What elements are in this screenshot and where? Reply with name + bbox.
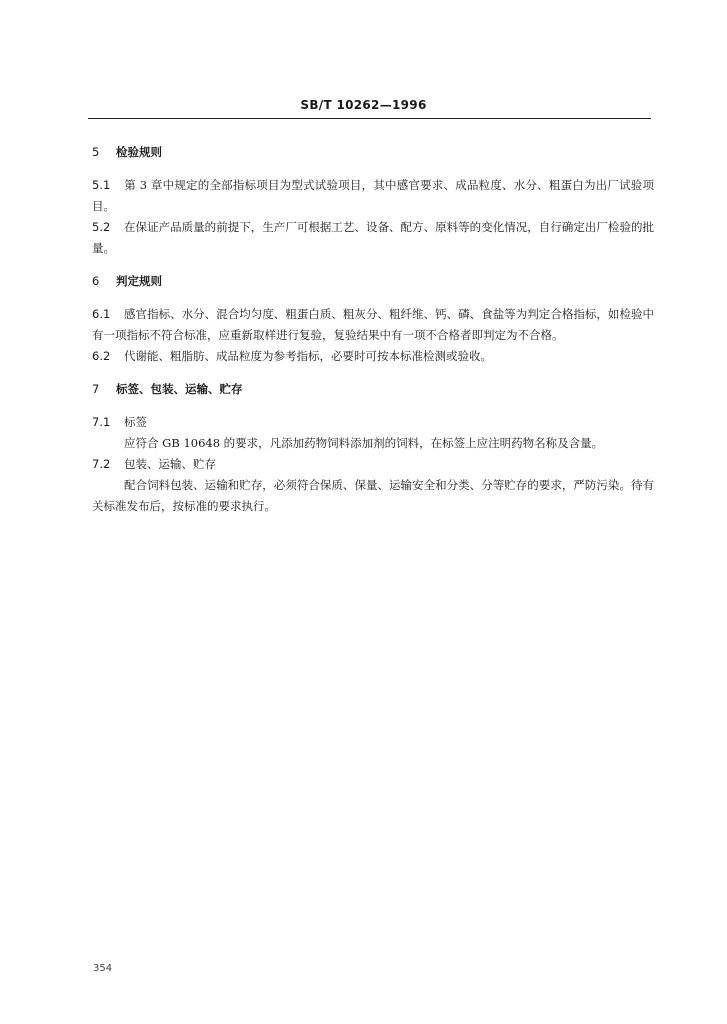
- section-title: 标签、包装、运输、贮存: [116, 382, 243, 396]
- clause-number: 7.2: [92, 457, 111, 471]
- clause-title: 标签: [124, 415, 147, 429]
- clause-7-2-text: [92, 475, 654, 517]
- clause-number: 5.1: [92, 178, 111, 192]
- section-title: 判定规则: [116, 274, 162, 288]
- clause-6-1: [92, 304, 654, 346]
- section-6-heading: [92, 271, 654, 292]
- clause-7-1-text: 应符合 GB 10648 的要求，凡添加药物饲料添加剂的饲料，在标签上应注明药物名称及含量。: [124, 436, 604, 450]
- section-7-heading: [92, 379, 654, 400]
- clause-6-2: [92, 346, 654, 367]
- page-number: 354: [93, 963, 113, 974]
- section-number: 6: [92, 274, 100, 288]
- section-number: 7: [92, 382, 100, 396]
- clause-text: 代谢能、粗脂肪、成品粒度为参考指标，必要时可按本标准检测或验收。: [124, 349, 492, 363]
- clause-text: 感官指标、水分、混合均匀度、粗蛋白质、粗灰分、粗纤维、钙、磷、食盐等为判定合格指标，如检验中有一项指标不符合标准，应重新取样进行复验，复验结果中有一项不合格者即判定为不合格。: [92, 307, 654, 342]
- clause-number: 5.2: [92, 220, 111, 234]
- clause-text: 第 3 章中规定的全部指标项目为型式试验项目，其中感官要求、成品粒度、水分、粗蛋白为出厂试验项目。: [92, 178, 654, 213]
- clause-7-2-heading: [92, 454, 654, 475]
- section-5-heading: [92, 142, 654, 163]
- clause-text: 配合饲料包装、运输和贮存，必须符合保质、保量、运输安全和分类、分等贮存的要求，严防污染。待有关标准发布后，按标准的要求执行。: [92, 478, 654, 513]
- header-rule: [88, 118, 651, 119]
- clause-5-2: [92, 217, 654, 259]
- clause-number: 7.1: [92, 415, 111, 429]
- section-number: 5: [92, 145, 100, 159]
- clause-7-1-heading: [92, 412, 654, 433]
- clause-text: 在保证产品质量的前提下，生产厂可根据工艺、设备、配方、原料等的变化情况，自行确定出厂检验的批量。: [92, 220, 654, 255]
- document-body: [92, 142, 654, 517]
- clause-number: 6.2: [92, 349, 111, 363]
- clause-number: 6.1: [92, 307, 111, 321]
- standard-code-header: SB/T 10262—1996: [300, 98, 427, 112]
- clause-5-1: [92, 175, 654, 217]
- section-title: 检验规则: [116, 145, 162, 159]
- clause-title: 包装、运输、贮存: [124, 457, 216, 471]
